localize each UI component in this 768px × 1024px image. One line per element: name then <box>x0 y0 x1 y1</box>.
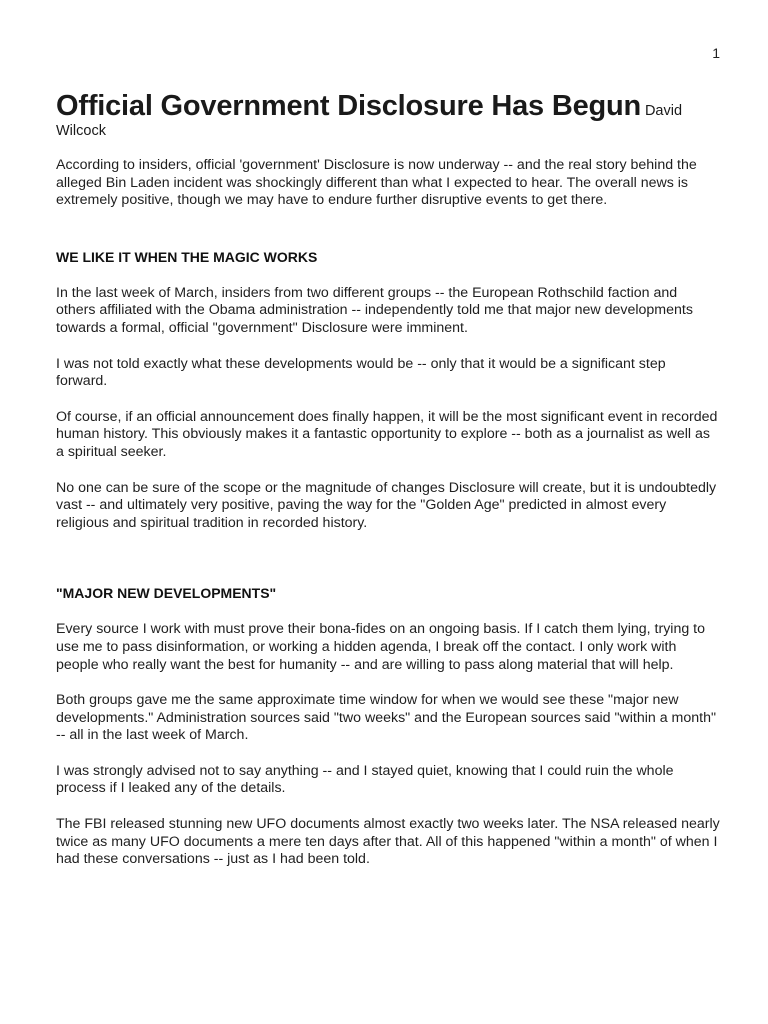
page-number: 1 <box>712 45 720 61</box>
paragraph: Every source I work with must prove their bona-fides on an ongoing basis. If I catch them lying, trying to use me to pass disinformation, or working a hidden agenda, I break off the contact. I only work with people who really want the best for humanity -- and are willing to pass along material that will help. <box>56 621 705 673</box>
paragraph: The FBI released stunning new UFO documents almost exactly two weeks later. The NSA released nearly twice as many UFO documents a mere ten days after that. All of this happened "within a month" of when I had these conversations -- just as I had been told. <box>56 816 720 868</box>
paragraph: Of course, if an official announcement does finally happen, it will be the most significant event in recorded human history. This obviously makes it a fantastic opportunity to explore -- both as a journalist as well as a spiritual seeker. <box>56 408 718 460</box>
paragraph: I was strongly advised not to say anything -- and I stayed quiet, knowing that I could ruin the whole process if I leaked any of the details. <box>56 762 674 797</box>
document-title: Official Government Disclosure Has Begun <box>56 90 642 122</box>
section-heading-major-developments: "MAJOR NEW DEVELOPMENTS" <box>56 585 277 602</box>
paragraph: I was not told exactly what these developments would be -- only that it would be a significant step forward. <box>56 355 666 390</box>
document-title-block <box>56 0 720 122</box>
section-heading-magic-works: WE LIKE IT WHEN THE MAGIC WORKS <box>56 248 318 265</box>
paragraph: No one can be sure of the scope or the magnitude of changes Disclosure will create, but it is undoubtedly vast -- and ultimately very positive, paving the way for the "Golden Age" predicted in almost every religious and spiritual tradition in recorded history. <box>56 479 717 531</box>
paragraph: Both groups gave me the same approximate time window for when we would see these "major new developments." Administration sources said "two weeks" and the European sources said "within a month" -- all in the last week of March. <box>56 692 717 744</box>
document-page <box>56 0 720 1024</box>
intro-paragraph: According to insiders, official 'government' Disclosure is now underway -- and the real story behind the alleged Bin Laden incident was shockingly different than what I expected to hear. The overall news is extremely positive, though we may have to endure further disruptive events to get there. <box>56 157 697 209</box>
author-first-name: David <box>644 103 683 119</box>
author-last-name: Wilcock <box>56 123 106 139</box>
paragraph: In the last week of March, insiders from two different groups -- the European Rothschild faction and others affiliated with the Obama administration -- independently told me that major new developments towards a formal, official "government" Disclosure were imminent. <box>56 284 693 336</box>
